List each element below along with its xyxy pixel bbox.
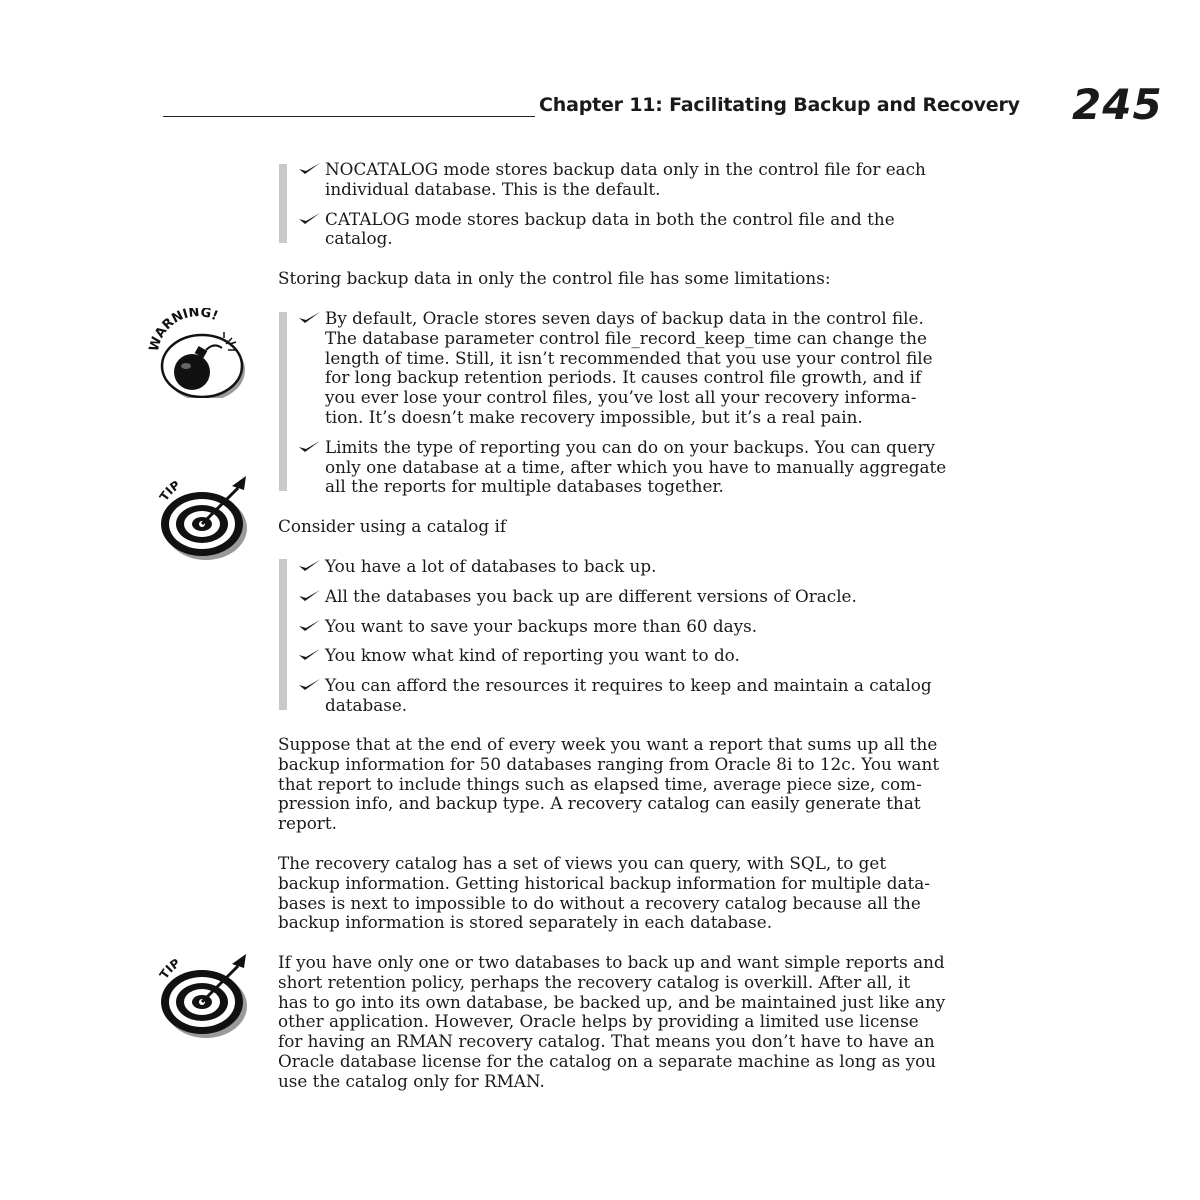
text-line: that report to include things such as elapsed time, average piece size, com- (278, 773, 922, 794)
text-line: only one database at a time, after which you have to manually aggregate (325, 456, 947, 477)
text-line: If you have only one or two databases to back up and want simple reports and (278, 952, 945, 972)
list-item (279, 557, 1039, 577)
text-line: other application. However, Oracle helps by providing a limited use license (278, 1011, 919, 1032)
tip-label: TIP (156, 477, 183, 504)
paragraph-consider (278, 517, 1040, 537)
text-line: catalog. (325, 228, 393, 249)
text-line: NOCATALOG mode stores backup data only in the control file for each (325, 159, 926, 179)
text-line: short retention policy, perhaps the recovery catalog is overkill. After all, it (278, 971, 911, 992)
text-line: All the databases you back up are different versions of Oracle. (325, 585, 857, 606)
text-line: bases is next to impossible to do without a recovery catalog because all the (278, 892, 921, 913)
text-line: Limits the type of reporting you can do on your backups. You can query (325, 436, 935, 457)
text-line: The recovery catalog has a set of views you can query, with SQL, to get (278, 853, 887, 873)
text-line: report. (278, 813, 337, 834)
text-line: for long backup retention periods. It causes control file growth, and if (325, 367, 922, 388)
text-line: pression info, and backup type. A recovery catalog can easily generate that (278, 793, 921, 814)
paragraph-suppose (278, 735, 1040, 834)
list-item (279, 160, 1039, 200)
text-line: all the reports for multiple databases together. (325, 476, 724, 497)
tip-target-icon (152, 950, 257, 1042)
text-line: The database parameter control file_record_keep_time can change the (325, 327, 927, 348)
text-line: individual database. This is the default. (325, 178, 661, 199)
text-line: backup information for 50 databases ranging from Oracle 8i to 12c. You want (278, 753, 940, 774)
checkmark-icon (298, 648, 322, 662)
list-item (279, 438, 1039, 497)
chapter-title: Chapter 11: Facilitating Backup and Recovery (539, 94, 1020, 116)
text-line: You know what kind of reporting you want to do. (325, 645, 740, 666)
list-item (279, 210, 1039, 250)
checkmark-icon (298, 619, 322, 633)
checkmark-icon (298, 678, 322, 692)
checkmark-icon (298, 212, 322, 226)
text-line: Oracle database license for the catalog on a separate machine as long as you (278, 1050, 936, 1071)
tip-label: TIP (156, 955, 183, 982)
text-line: you ever lose your control files, you’ve lost all your recovery informa- (325, 387, 917, 408)
text-line: backup information. Getting historical backup information for multiple data- (278, 872, 930, 893)
text-line: Storing backup data in only the control file has some limitations: (278, 268, 831, 288)
text-line: By default, Oracle stores seven days of backup data in the control file. (325, 308, 924, 328)
text-line: You can afford the resources it requires to keep and maintain a catalog (325, 675, 932, 696)
text-line: You want to save your backups more than 60 days. (325, 615, 758, 636)
list-item (279, 676, 1039, 716)
header-rule (163, 116, 535, 117)
text-line: backup information is stored separately in each database. (278, 912, 773, 933)
text-line: use the catalog only for RMAN. (278, 1070, 545, 1091)
checkmark-icon (298, 589, 322, 603)
checkmark-icon (298, 440, 322, 454)
text-line: has to go into its own database, be backed up, and be maintained just like any (278, 991, 946, 1012)
checkmark-icon (298, 559, 322, 573)
tip-target-icon (152, 472, 257, 564)
warning-bomb-icon (140, 308, 250, 398)
text-line: You have a lot of databases to back up. (325, 556, 657, 576)
checkmark-icon (298, 162, 322, 176)
warning-label: WARNING! (146, 308, 221, 354)
list-item (279, 587, 1039, 607)
page-number: 245 (1072, 80, 1163, 129)
bullet-list-limitations (279, 309, 1039, 497)
paragraph-tip (278, 953, 1040, 1092)
text-line: tion. It’s doesn’t make recovery impossible, but it’s a real pain. (325, 406, 863, 427)
paragraph-limitations (278, 269, 1040, 289)
text-line: length of time. Still, it isn’t recommended that you use your control file (325, 347, 933, 368)
bullet-list-catalog-modes (279, 160, 1039, 249)
bullet-list-catalog-reasons (279, 557, 1039, 716)
list-item (279, 309, 1039, 428)
text-line: database. (325, 694, 408, 715)
text-line: CATALOG mode stores backup data in both the control file and the (325, 208, 895, 229)
list-item (279, 617, 1039, 637)
text-line: Suppose that at the end of every week you want a report that sums up all the (278, 734, 938, 754)
list-item (279, 646, 1039, 666)
text-line: for having an RMAN recovery catalog. That means you don’t have to have an (278, 1031, 935, 1052)
paragraph-views (278, 854, 1040, 933)
checkmark-icon (298, 311, 322, 325)
text-line: Consider using a catalog if (278, 516, 507, 536)
